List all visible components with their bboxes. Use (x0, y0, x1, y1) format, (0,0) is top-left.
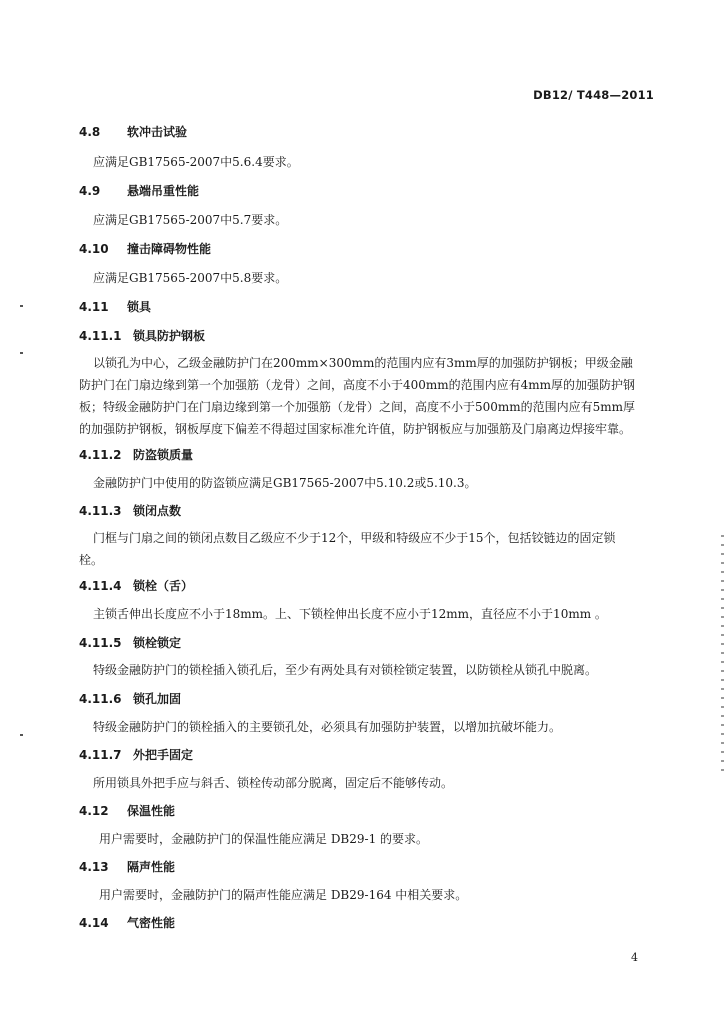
page-number: 4 (631, 951, 638, 964)
section-heading-4-11-3 (79, 502, 181, 519)
section-number: 4.11 (79, 300, 109, 314)
section-title: 气密性能 (127, 916, 176, 930)
section-title: 软冲击试验 (127, 125, 188, 139)
section-heading-4-11-1 (79, 327, 205, 344)
section-body-line: 板；特级金融防护门在门扇边缘到第一个加强筋（龙骨）之间，高度不小于500mm的范围内应有5mm厚 (79, 400, 636, 414)
section-title: 锁孔加固 (133, 692, 182, 706)
section-number: 4.10 (79, 242, 109, 256)
section-heading-4-8 (79, 123, 187, 140)
section-body-4-12: 用户需要时，金融防护门的保温性能应满足 DB29-1 的要求。 (99, 832, 429, 846)
scan-speck (20, 305, 23, 307)
section-heading-4-11-2 (79, 446, 193, 463)
section-body-line: 的加强防护钢板，钢板厚度下偏差不得超过国家标准允许值，防护钢板应与加强筋及门扇离边焊接牢靠。 (79, 422, 632, 436)
section-heading-4-11-4 (79, 577, 193, 594)
section-number: 4.11.6 (79, 692, 122, 706)
section-body-line: 以锁孔为中心，乙级金融防护门在200mm×300mm的范围内应有3mm厚的加强防护钢板；甲级金融 (93, 356, 633, 370)
section-body-4-11-2: 金融防护门中使用的防盗锁应满足GB17565-2007中5.10.2或5.10.3。 (93, 476, 477, 490)
section-title: 撞击障碍物性能 (127, 242, 212, 256)
section-heading-4-11-7 (79, 746, 193, 763)
section-body-4-11-4: 主锁舌伸出长度应不小于18mm。上、下锁栓伸出长度不应小于12mm，直径应不小于10mm 。 (93, 607, 607, 621)
section-title: 悬端吊重性能 (127, 184, 200, 198)
section-number: 4.11.3 (79, 504, 122, 518)
section-heading-4-10 (79, 240, 211, 257)
section-number: 4.11.4 (79, 579, 122, 593)
section-body-4-11-6: 特级金融防护门的锁栓插入的主要锁孔处，必须具有加强防护装置，以增加抗破坏能力。 (93, 720, 562, 734)
section-title: 外把手固定 (133, 748, 194, 762)
section-title: 锁具 (127, 300, 152, 314)
section-number: 4.9 (79, 184, 101, 198)
section-title: 锁闭点数 (133, 504, 182, 518)
section-title: 锁具防护钢板 (133, 329, 206, 343)
section-heading-4-14 (79, 914, 175, 931)
scan-speck (20, 352, 23, 354)
section-body-4-10: 应满足GB17565-2007中5.8要求。 (93, 271, 288, 285)
section-number: 4.11.2 (79, 448, 122, 462)
section-title: 防盗锁质量 (133, 448, 194, 462)
section-body-line: 防护门在门扇边缘到第一个加强筋（龙骨）之间，高度不小于400mm的范围内应有4mm厚的加强防护钢 (79, 378, 636, 392)
scan-speck (20, 734, 23, 736)
section-number: 4.11.5 (79, 636, 122, 650)
section-body-4-11-5: 特级金融防护门的锁栓插入锁孔后，至少有两处具有对锁栓锁定装置，以防锁栓从锁孔中脱离。 (93, 663, 598, 677)
section-heading-4-11-5 (79, 634, 181, 651)
section-title: 保温性能 (127, 804, 176, 818)
section-body-4-13: 用户需要时，金融防护门的隔声性能应满足 DB29-164 中相关要求。 (99, 888, 468, 902)
section-heading-4-11 (79, 298, 151, 315)
section-body-4-11-7: 所用锁具外把手应与斜舌、锁栓传动部分脱离，固定后不能够传动。 (93, 776, 454, 790)
section-number: 4.11.1 (79, 329, 122, 343)
section-title: 锁栓（舌） (133, 579, 194, 593)
section-body-4-8: 应满足GB17565-2007中5.6.4要求。 (93, 155, 299, 169)
section-number: 4.14 (79, 916, 109, 930)
section-body-line: 门框与门扇之间的锁闭点数目乙级应不少于12个，甲级和特级应不少于15个，包括铰链边的固定锁 (93, 531, 616, 545)
section-body-4-9: 应满足GB17565-2007中5.7要求。 (93, 213, 288, 227)
section-number: 4.11.7 (79, 748, 122, 762)
section-heading-4-11-6 (79, 690, 181, 707)
section-heading-4-9 (79, 182, 199, 199)
section-number: 4.12 (79, 804, 109, 818)
section-title: 锁栓锁定 (133, 636, 182, 650)
section-number: 4.13 (79, 860, 109, 874)
section-heading-4-12 (79, 802, 175, 819)
section-body-line: 栓。 (79, 553, 104, 567)
section-number: 4.8 (79, 125, 101, 139)
document-code: DB12/ T448—2011 (533, 88, 654, 102)
section-heading-4-13 (79, 858, 175, 875)
section-title: 隔声性能 (127, 860, 176, 874)
